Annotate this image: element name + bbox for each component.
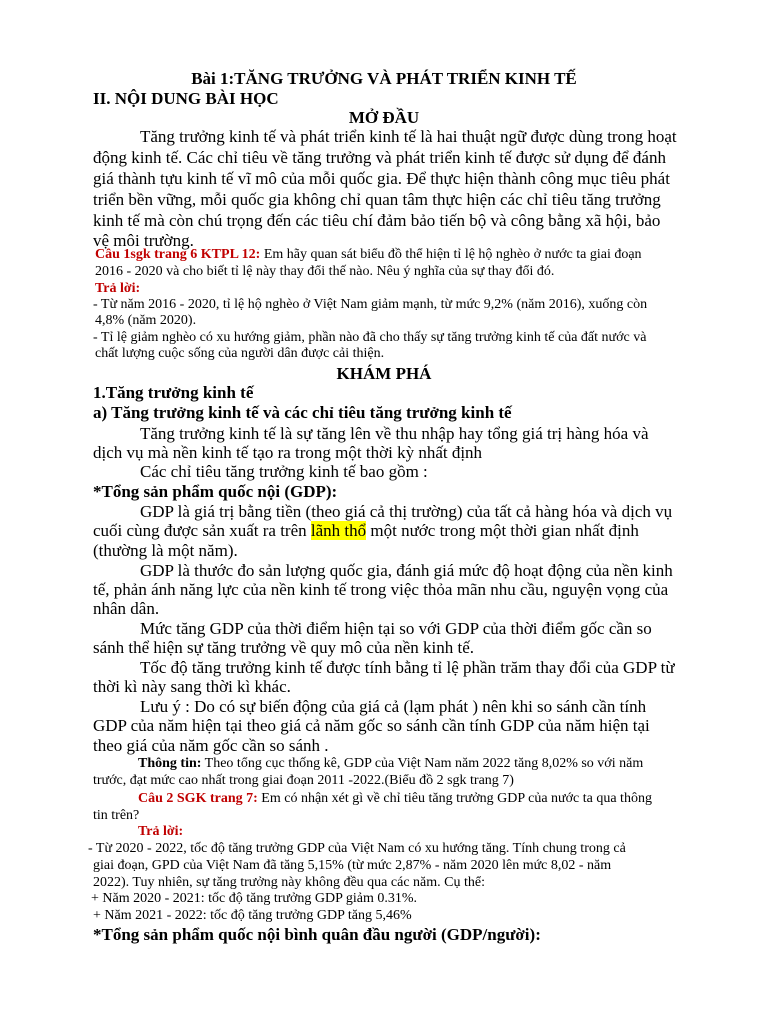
definition-line-2: dịch vụ mà nền kinh tế tạo ra trong một thời kỳ nhất định [93,443,483,462]
gdp-line-13: theo giá của năm gốc cần so sánh . [93,736,329,755]
gdp-line-3: (thường là một năm). [93,541,238,560]
question-2-line-2: tin trên? [93,808,140,823]
answer-2-line-4: + Năm 2020 - 2021: tốc độ tăng trưởng GDP giảm 0.31%. [91,891,418,906]
gdp-line-10: thời kì này sang thời kì khác. [93,677,291,696]
question-1-line-2: 2016 - 2020 và cho biết tỉ lệ này thay đổi thế nào. Nêu ý nghĩa của sự thay đổi đó. [95,264,555,279]
lesson-title: Bài 1:TĂNG TRƯỞNG VÀ PHÁT TRIỂN KINH TẾ [191,69,577,88]
gdp-line-12: GDP của năm hiện tại theo giá cả năm gốc so sánh cần tính GDP của năm hiện tại [93,716,650,735]
answer-2-line-5: + Năm 2021 - 2022: tốc độ tăng trưởng GDP tăng 5,46% [93,908,412,923]
gdp-line-1: GDP là giá trị bằng tiền (theo giá cả thị trường) của tất cả hàng hóa và dịch vụ [140,502,673,521]
question-2-text: Em có nhận xét gì về chỉ tiêu tăng trưởng GDP của nước ta qua thông [257,791,652,806]
gdp-line-7: Mức tăng GDP của thời điểm hiện tại so với GDP của thời điểm gốc cần so [140,619,652,638]
definition-line-1: Tăng trưởng kinh tế là sự tăng lên về thu nhập hay tổng giá trị hàng hóa và [140,424,649,443]
answer-2-line-1: - Từ 2020 - 2022, tốc độ tăng trưởng GDP của Việt Nam có xu hướng tăng. Tính chung trong cả [88,841,626,856]
gdp-line-9: Tốc độ tăng trưởng kinh tế được tính bằng tỉ lệ phần trăm thay đổi của GDP từ [140,658,675,677]
gdp-line-2-end: một nước trong một thời gian nhất định [366,521,639,540]
answer-1-line-1: - Từ năm 2016 - 2020, tỉ lệ hộ nghèo ở Việt Nam giảm mạnh, từ mức 9,2% (năm 2016), xuống còn [93,297,648,312]
question-2 [138,792,652,806]
gdp-line-4: GDP là thước đo sản lượng quốc gia, đánh giá mức độ hoạt động của nền kinh [140,561,673,580]
answer-1-line-2: 4,8% (năm 2020). [95,313,197,328]
gdp-line-2 [93,522,639,539]
definition-line-3: Các chỉ tiêu tăng trưởng kinh tế bao gồm : [140,462,428,481]
gdp-heading: *Tổng sản phẩm quốc nội (GDP): [93,482,338,501]
answer-2-line-2: giai đoạn, GPD của Việt Nam đã tăng 5,15% (từ mức 2,87% - năm 2020 lên mức 8,02 - năm [93,858,612,873]
opening-line-1: Tăng trưởng kinh tế và phát triển kinh tế là hai thuật ngữ được dùng trong hoạt [140,127,677,146]
opening-line-3: giá thành tựu kinh tế vĩ mô của mỗi quốc gia. Để thực hiện thành công mục tiêu phát [93,169,670,188]
question-2-label: Câu 2 SGK trang 7: [138,791,258,806]
section-heading: II. NỘI DUNG BÀI HỌC [93,89,279,108]
opening-heading: MỞ ĐẦU [348,108,420,127]
question-1-label: Câu 1sgk trang 6 KTPL 12: [95,247,261,262]
question-1 [95,248,642,262]
heading-1a: a) Tăng trưởng kinh tế và các chỉ tiêu tăng trưởng kinh tế [93,403,512,422]
info-line-1 [138,757,643,771]
opening-line-6: vệ môi trường. [93,231,194,250]
gdp-line-11: Lưu ý : Do có sự biến động của giá cả (lạm phát ) nên khi so sánh cần tính [140,697,647,716]
opening-line-5: kinh tế mà còn chú trọng đến các tiêu chí đảm bảo tiến bộ và công bằng xã hội, bảo [93,211,661,230]
answer-1-label: Trả lời: [95,281,141,296]
info-text: Theo tổng cục thống kê, GDP của Việt Nam năm 2022 tăng 8,02% so với năm [201,756,644,771]
answer-2-line-3: 2022). Tuy nhiên, sự tăng trưởng này không đều qua các năm. Cụ thể: [93,875,485,890]
gdp-line-6: nhân dân. [93,599,160,618]
highlighted-term: lãnh thổ [310,521,367,540]
answer-1-line-3: - Tỉ lệ giảm nghèo có xu hướng giảm, phần nào đã cho thấy sự tăng trưởng kinh tế của đất nước và [93,330,647,345]
gdp-line-8: sánh thể hiện sự tăng trưởng về quy mô của nền kinh tế. [93,638,475,657]
answer-1-line-4: chất lượng cuộc sống của người dân được cải thiện. [95,346,385,361]
gdp-line-5: tế, phản ánh năng lực của nền kinh tế trong việc thỏa mãn nhu cầu, nguyện vọng của [93,580,669,599]
answer-2-label: Trả lời: [138,824,184,839]
opening-line-2: động kinh tế. Các chỉ tiêu về tăng trưởng và phát triển kinh tế được sử dụng để đánh [93,148,666,167]
info-label: Thông tin: [138,756,202,771]
gdp-per-capita-heading: *Tổng sản phẩm quốc nội bình quân đầu người (GDP/người): [93,925,541,944]
explore-heading: KHÁM PHÁ [336,364,432,383]
gdp-line-2-start: cuối cùng được sản xuất ra trên [93,521,311,540]
opening-line-4: triển bền vững, mỗi quốc gia không chỉ quan tâm thực hiện các chỉ tiêu tăng trưởng [93,190,661,209]
question-1-text: Em hãy quan sát biểu đồ thể hiện tỉ lệ hộ nghèo ở nước ta giai đoạn [260,247,642,262]
info-line-2: trước, đạt mức cao nhất trong giai đoạn 2011 -2022.(Biểu đồ 2 sgk trang 7) [93,773,514,788]
heading-1: 1.Tăng trưởng kinh tế [93,383,254,402]
